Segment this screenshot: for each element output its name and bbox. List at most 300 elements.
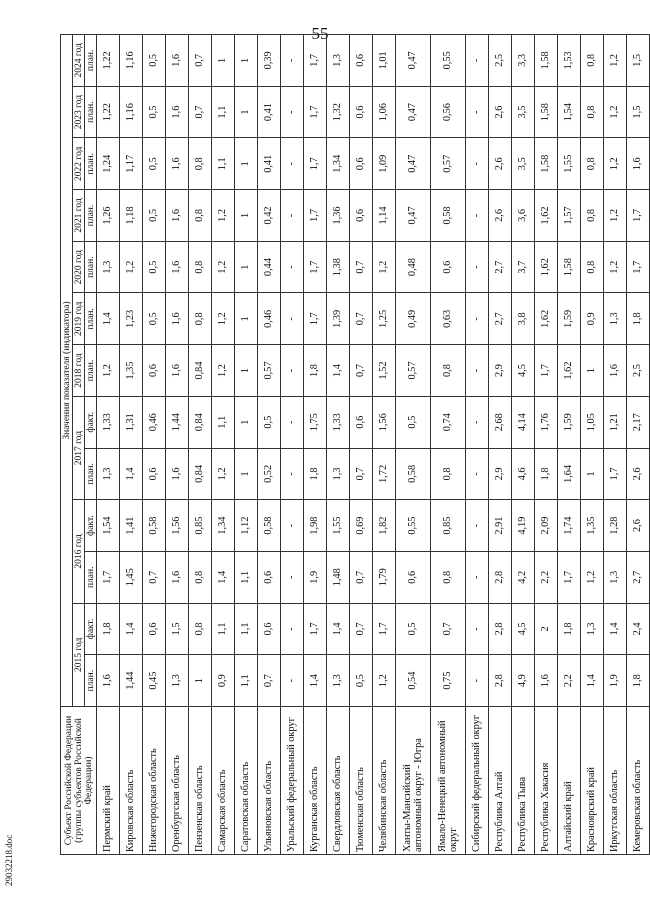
value-cell: 1,4	[120, 603, 143, 655]
value-cell: 1,53	[558, 34, 581, 86]
value-cell: 1,35	[120, 345, 143, 397]
value-cell: 0,6	[431, 241, 466, 293]
value-cell: 1,34	[327, 138, 350, 190]
value-cell: 4,5	[512, 603, 535, 655]
value-cell: 1,3	[327, 34, 350, 86]
value-cell: 1,59	[558, 396, 581, 448]
value-cell: 0,5	[143, 34, 166, 86]
region-name: Самарская область	[212, 707, 235, 855]
value-cell: 1,39	[327, 293, 350, 345]
value-cell: 2,6	[627, 448, 650, 500]
value-cell: 0,49	[396, 293, 431, 345]
table-row	[431, 34, 466, 854]
value-cell: 2,5	[627, 345, 650, 397]
plan-header: план.	[85, 293, 97, 345]
value-cell: 2,2	[535, 551, 558, 603]
value-cell: -	[281, 396, 304, 448]
table-row	[604, 34, 627, 854]
value-cell: 1,6	[166, 448, 189, 500]
value-cell: 1,3	[97, 241, 120, 293]
value-cell: 0,55	[396, 500, 431, 552]
plan-header: план.	[85, 448, 97, 500]
value-cell: 3,6	[512, 190, 535, 242]
value-cell: 1	[212, 34, 235, 86]
value-cell: 1,7	[627, 241, 650, 293]
value-cell: 1	[235, 34, 258, 86]
value-cell: 1,33	[97, 396, 120, 448]
value-cell: 1,14	[373, 190, 396, 242]
value-cell: 1,44	[120, 655, 143, 707]
year-header: 2015 год	[73, 603, 85, 706]
value-cell: 1,6	[604, 345, 627, 397]
value-cell: -	[281, 241, 304, 293]
value-cell: 1,2	[212, 293, 235, 345]
value-cell: -	[466, 86, 489, 138]
value-cell: 0,58	[396, 448, 431, 500]
value-cell: 3,5	[512, 86, 535, 138]
table-row	[166, 34, 189, 854]
region-name: Курганская область	[304, 707, 327, 855]
value-cell: 4,5	[512, 345, 535, 397]
value-cell: 1,4	[327, 345, 350, 397]
value-cell: 0,42	[258, 190, 281, 242]
value-cell: -	[466, 345, 489, 397]
value-cell: 1,7	[535, 345, 558, 397]
value-cell: 0,55	[431, 34, 466, 86]
value-cell: 1,7	[373, 603, 396, 655]
table-row	[350, 34, 373, 854]
plan-header: план.	[85, 190, 97, 242]
value-cell: 1,56	[373, 396, 396, 448]
value-cell: 2,6	[489, 138, 512, 190]
value-cell: 0,58	[143, 500, 166, 552]
region-name: Оренбургская область	[166, 707, 189, 855]
value-cell: 0,5	[143, 190, 166, 242]
value-cell: 0,7	[350, 448, 373, 500]
table-row	[281, 34, 304, 854]
value-cell: 0,8	[581, 241, 604, 293]
fact-header: факт.	[85, 396, 97, 448]
value-cell: 0,5	[143, 241, 166, 293]
value-cell: 0,85	[431, 500, 466, 552]
value-cell: 0,84	[189, 396, 212, 448]
table-row	[143, 34, 166, 854]
value-cell: 0,6	[350, 190, 373, 242]
value-cell: 1,2	[581, 551, 604, 603]
table-row	[558, 34, 581, 854]
value-cell: 0,7	[189, 34, 212, 86]
value-cell: 2,7	[489, 241, 512, 293]
value-cell: 1,18	[120, 190, 143, 242]
value-cell: 0,74	[431, 396, 466, 448]
value-cell: 0,56	[431, 86, 466, 138]
value-cell: 1,4	[212, 551, 235, 603]
value-cell: 0,8	[189, 190, 212, 242]
table-row	[258, 34, 281, 854]
value-cell: 1	[235, 86, 258, 138]
year-header: 2024 год	[73, 34, 85, 86]
plan-header: план.	[85, 241, 97, 293]
value-cell: 0,5	[350, 655, 373, 707]
table-body	[97, 34, 650, 854]
value-cell: 0,7	[350, 345, 373, 397]
value-cell: 0,8	[581, 190, 604, 242]
value-cell: 1,22	[97, 86, 120, 138]
value-cell: 1,3	[604, 293, 627, 345]
value-cell: 1,33	[327, 396, 350, 448]
value-cell: 1,4	[604, 603, 627, 655]
value-cell: 0,8	[189, 551, 212, 603]
region-name: Тюменская область	[350, 707, 373, 855]
region-name: Нижегородская область	[143, 707, 166, 855]
value-cell: 1,7	[304, 241, 327, 293]
value-cell: 0,46	[143, 396, 166, 448]
value-cell: 1,64	[558, 448, 581, 500]
value-cell: 1,55	[558, 138, 581, 190]
value-cell: 1,2	[212, 190, 235, 242]
value-cell: 0,8	[431, 551, 466, 603]
plan-header: план.	[85, 345, 97, 397]
region-name: Республика Тыва	[512, 707, 535, 855]
subject-header: Субъект Российской Федерации (группы субъектов Российской Федерации)	[61, 707, 97, 855]
value-cell: 1,41	[120, 500, 143, 552]
value-cell: 1,6	[166, 190, 189, 242]
value-cell: 1,3	[166, 655, 189, 707]
region-name: Ульяновская область	[258, 707, 281, 855]
table-row	[627, 34, 650, 854]
value-cell: 1,24	[97, 138, 120, 190]
value-cell: 0,8	[189, 241, 212, 293]
value-cell: 1,16	[120, 34, 143, 86]
value-cell: 1,7	[604, 448, 627, 500]
value-cell: 1,2	[604, 34, 627, 86]
value-cell: 0,47	[396, 34, 431, 86]
value-cell: 1,31	[120, 396, 143, 448]
value-cell: 0,7	[350, 603, 373, 655]
value-cell: 1,58	[558, 241, 581, 293]
value-cell: 0,57	[431, 138, 466, 190]
value-cell: 1,3	[581, 603, 604, 655]
value-cell: 1,2	[373, 655, 396, 707]
region-name: Кемеровская область	[627, 707, 650, 855]
table-row	[235, 34, 258, 854]
value-cell: 0,57	[396, 345, 431, 397]
value-cell: 1	[581, 345, 604, 397]
value-cell: 1,7	[304, 603, 327, 655]
value-cell: 1,1	[212, 603, 235, 655]
value-cell: 2,17	[627, 396, 650, 448]
plan-header: план.	[85, 655, 97, 707]
value-cell: 1,6	[97, 655, 120, 707]
value-cell: 0,41	[258, 86, 281, 138]
value-cell: 0,9	[581, 293, 604, 345]
value-cell: -	[466, 293, 489, 345]
value-cell: 1,35	[581, 500, 604, 552]
value-cell: 0,57	[258, 345, 281, 397]
value-cell: 0,39	[258, 34, 281, 86]
value-cell: -	[281, 655, 304, 707]
value-cell: 2,8	[489, 551, 512, 603]
value-cell: -	[466, 190, 489, 242]
value-cell: 1,6	[166, 86, 189, 138]
value-cell: 1,2	[604, 86, 627, 138]
table-row	[373, 34, 396, 854]
value-cell: 1,2	[212, 345, 235, 397]
value-cell: 0,9	[212, 655, 235, 707]
year-header: 2016 год	[73, 500, 85, 603]
value-cell: 3,5	[512, 138, 535, 190]
value-cell: 1	[189, 655, 212, 707]
value-cell: 1,16	[120, 86, 143, 138]
value-cell: 1,12	[235, 500, 258, 552]
value-cell: 0,8	[189, 603, 212, 655]
value-cell: 2,2	[558, 655, 581, 707]
table-row	[489, 34, 512, 854]
value-cell: 0,45	[143, 655, 166, 707]
year-header: 2018 год	[73, 345, 85, 397]
value-cell: 1,54	[97, 500, 120, 552]
year-header: 2020 год	[73, 241, 85, 293]
value-cell: 0,6	[350, 396, 373, 448]
value-cell: -	[281, 448, 304, 500]
value-cell: 0,75	[431, 655, 466, 707]
value-cell: 3,3	[512, 34, 535, 86]
value-cell: 1,3	[604, 551, 627, 603]
value-cell: 0,7	[143, 551, 166, 603]
value-cell: 1,3	[97, 448, 120, 500]
value-cell: 0,8	[581, 86, 604, 138]
value-cell: 1,1	[212, 138, 235, 190]
table-row	[189, 34, 212, 854]
table-row	[97, 34, 120, 854]
value-cell: 1,4	[304, 655, 327, 707]
region-name: Пензенская область	[189, 707, 212, 855]
value-cell: 0,8	[189, 293, 212, 345]
value-cell: 0,85	[189, 500, 212, 552]
year-header: 2017 год	[73, 396, 85, 499]
value-cell: 1,36	[327, 190, 350, 242]
value-cell: 1,54	[558, 86, 581, 138]
value-cell: -	[466, 396, 489, 448]
region-name: Уральский федеральный округ	[281, 707, 304, 855]
value-cell: 2,6	[627, 500, 650, 552]
plan-header: план.	[85, 551, 97, 603]
plan-header: план.	[85, 34, 97, 86]
value-cell: 0,6	[143, 603, 166, 655]
value-cell: 0,5	[396, 396, 431, 448]
value-cell: 0,5	[143, 138, 166, 190]
region-name: Республика Алтай	[489, 707, 512, 855]
value-cell: -	[281, 86, 304, 138]
rotated-table-container	[60, 35, 644, 855]
value-cell: 0,7	[189, 86, 212, 138]
value-cell: 1,8	[627, 655, 650, 707]
value-cell: 0,58	[258, 500, 281, 552]
region-name: Красноярский край	[581, 707, 604, 855]
value-cell: 1,74	[558, 500, 581, 552]
table-row	[535, 34, 558, 854]
value-cell: 1,6	[627, 138, 650, 190]
value-cell: 2,8	[489, 603, 512, 655]
value-cell: 1,32	[327, 86, 350, 138]
value-cell: 1	[235, 396, 258, 448]
value-cell: 0,6	[350, 86, 373, 138]
value-cell: 0,54	[396, 655, 431, 707]
value-cell: 0,8	[189, 138, 212, 190]
region-name: Челябинская область	[373, 707, 396, 855]
value-cell: -	[281, 34, 304, 86]
value-cell: 1,7	[304, 190, 327, 242]
fact-header: факт.	[85, 603, 97, 655]
value-cell: 1,5	[166, 603, 189, 655]
value-cell: 0,7	[350, 293, 373, 345]
value-cell: 1,4	[97, 293, 120, 345]
value-cell: 1,17	[120, 138, 143, 190]
value-cell: -	[281, 500, 304, 552]
value-cell: 1	[235, 345, 258, 397]
region-name: Республика Хакасия	[535, 707, 558, 855]
table-row	[120, 34, 143, 854]
value-cell: -	[466, 34, 489, 86]
value-cell: 1,21	[604, 396, 627, 448]
value-cell: 0,5	[143, 86, 166, 138]
value-cell: 0,7	[431, 603, 466, 655]
table-row	[212, 34, 235, 854]
value-cell: 1,6	[166, 293, 189, 345]
fact-header: факт.	[85, 500, 97, 552]
value-cell: 0,84	[189, 345, 212, 397]
value-cell: 1,1	[235, 655, 258, 707]
value-cell: 3,7	[512, 241, 535, 293]
value-cell: 1,62	[535, 241, 558, 293]
region-name: Пермский край	[97, 707, 120, 855]
value-cell: 0,6	[396, 551, 431, 603]
table-row	[581, 34, 604, 854]
value-cell: 0,6	[258, 603, 281, 655]
value-cell: 1,2	[604, 138, 627, 190]
value-cell: 1,8	[558, 603, 581, 655]
value-cell: 1,4	[327, 603, 350, 655]
value-cell: 1,5	[627, 86, 650, 138]
value-cell: 1	[581, 448, 604, 500]
value-cell: 2,91	[489, 500, 512, 552]
value-cell: 0,5	[396, 603, 431, 655]
value-cell: 1,26	[97, 190, 120, 242]
table-row	[512, 34, 535, 854]
value-cell: 1,98	[304, 500, 327, 552]
table-row	[466, 34, 489, 854]
value-cell: 1,2	[212, 241, 235, 293]
region-name: Иркутская область	[604, 707, 627, 855]
value-cell: 4,14	[512, 396, 535, 448]
value-cell: -	[281, 138, 304, 190]
value-cell: 1,7	[304, 293, 327, 345]
value-cell: 1	[235, 293, 258, 345]
value-cell: 0,41	[258, 138, 281, 190]
value-cell: 2,7	[627, 551, 650, 603]
value-cell: 1,28	[604, 500, 627, 552]
plan-header: план.	[85, 138, 97, 190]
value-cell: -	[466, 500, 489, 552]
value-cell: 0,6	[143, 345, 166, 397]
value-cell: 1,25	[373, 293, 396, 345]
value-cell: 1,3	[327, 655, 350, 707]
value-cell: 4,6	[512, 448, 535, 500]
value-cell: 1,8	[535, 448, 558, 500]
value-cell: 2,4	[627, 603, 650, 655]
value-cell: 1,8	[304, 448, 327, 500]
value-cell: 1,4	[581, 655, 604, 707]
value-cell: 1,23	[120, 293, 143, 345]
region-name: Свердловская область	[327, 707, 350, 855]
value-cell: 1,55	[327, 500, 350, 552]
value-cell: 1,2	[120, 241, 143, 293]
region-name: Алтайский край	[558, 707, 581, 855]
value-cell: 0,8	[581, 34, 604, 86]
value-cell: 1,7	[627, 190, 650, 242]
plan-header: план.	[85, 86, 97, 138]
value-cell: 1,4	[120, 448, 143, 500]
value-cell: 2,7	[489, 293, 512, 345]
value-cell: 1,6	[535, 655, 558, 707]
value-cell: 1,34	[212, 500, 235, 552]
indicator-table	[60, 34, 650, 855]
value-cell: 1,05	[581, 396, 604, 448]
value-cell: 1,7	[97, 551, 120, 603]
value-cell: 1,62	[535, 190, 558, 242]
value-cell: 0,8	[431, 345, 466, 397]
value-cell: -	[466, 138, 489, 190]
value-cell: -	[281, 345, 304, 397]
value-cell: -	[281, 603, 304, 655]
value-cell: -	[281, 190, 304, 242]
year-header: 2021 год	[73, 190, 85, 242]
value-cell: 0,7	[350, 241, 373, 293]
value-cell: 2,68	[489, 396, 512, 448]
value-cell: -	[466, 241, 489, 293]
region-name: Саратовская область	[235, 707, 258, 855]
value-cell: 0,46	[258, 293, 281, 345]
value-cell: 1,82	[373, 500, 396, 552]
value-cell: 1,6	[166, 551, 189, 603]
value-cell: 1,58	[535, 138, 558, 190]
value-cell: 2,6	[489, 86, 512, 138]
table-row	[304, 34, 327, 854]
value-cell: 0,5	[258, 396, 281, 448]
indicator-header: Значения показателя (индикатора)	[61, 34, 73, 706]
region-name: Кировская область	[120, 707, 143, 855]
value-cell: 0,58	[431, 190, 466, 242]
value-cell: 1,9	[604, 655, 627, 707]
value-cell: -	[281, 551, 304, 603]
region-name: Ямало-Ненецкий автономный округ	[431, 707, 466, 855]
value-cell: 1,44	[166, 396, 189, 448]
value-cell: 1,6	[166, 345, 189, 397]
value-cell: 0,8	[581, 138, 604, 190]
value-cell: 1,59	[558, 293, 581, 345]
value-cell: -	[281, 293, 304, 345]
value-cell: 0,7	[350, 551, 373, 603]
value-cell: 1,6	[166, 34, 189, 86]
value-cell: 0,47	[396, 138, 431, 190]
value-cell: 0,47	[396, 190, 431, 242]
value-cell: 0,47	[396, 86, 431, 138]
value-cell: 1,9	[304, 551, 327, 603]
value-cell: 1,75	[304, 396, 327, 448]
value-cell: 1,6	[166, 138, 189, 190]
value-cell: 1,48	[327, 551, 350, 603]
value-cell: 1,45	[120, 551, 143, 603]
